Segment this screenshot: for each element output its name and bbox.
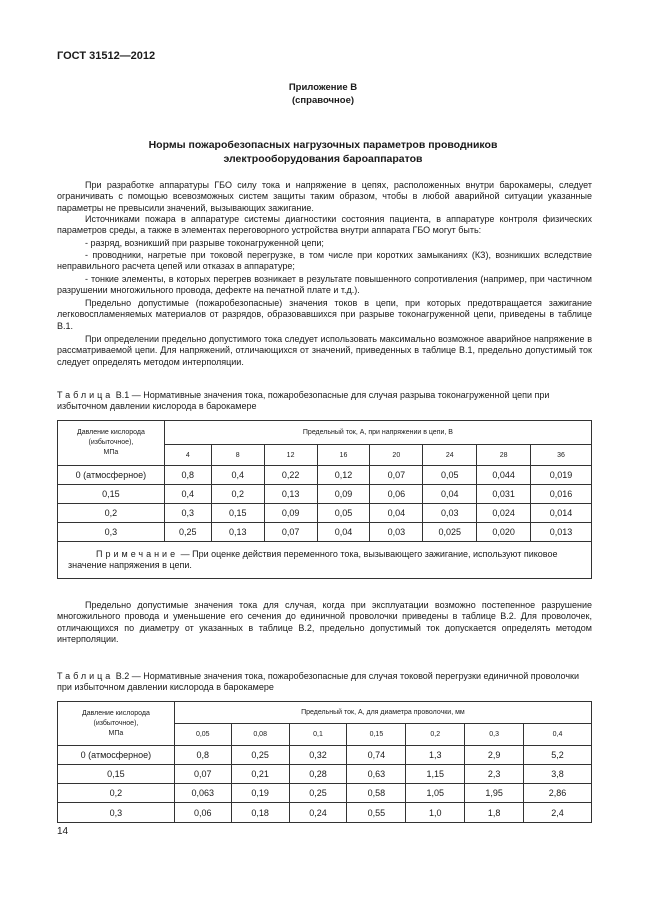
table1-subheader: 4 <box>164 445 211 466</box>
paragraph-1: При разработке аппаратуры ГБО силу тока и напряжение в цепях, расположенных внутри барокамеры, следует ограничивать с помощью всевозможных систем защиты таким образом, чтобы в любой аварийной ситуации указанные параметры не превысили значений, вызывающих зажигание. <box>57 180 592 213</box>
table-row: 0,2 0,3 0,15 0,09 0,05 0,04 0,03 0,024 0,014 <box>58 504 592 523</box>
table-row: 0,15 0,4 0,2 0,13 0,09 0,06 0,04 0,031 0,016 <box>58 485 592 504</box>
table-row: 0,3 0,06 0,18 0,24 0,55 1,0 1,8 2,4 <box>58 803 592 823</box>
page-number: 14 <box>57 826 69 837</box>
paragraph-2: Источниками пожара в аппаратуре системы диагностики состояния пациента, в аппаратуре контроля физических параметров среды, а также в элементах переговорного устройства внутри аппарата ГБО могут быть: <box>57 214 592 236</box>
table-row: 0 (атмосферное) 0,8 0,4 0,22 0,12 0,07 0,05 0,044 0,019 <box>58 466 592 485</box>
table2-subheader: 0,08 <box>231 724 289 746</box>
paragraph-5: Предельно допустимые значения тока для случая, когда при эксплуатации возможно постепенное разрушение многожильного провода и уменьшение его сечения до единичной проволочки приведены в таблице В.2. Для проволочек, отличающихся по диаметру от указанных в таблице В.2, предельно допустимый ток допускается определять методом интерполяции. <box>57 600 592 645</box>
paragraph-3: Предельно допустимые (пожаробезопасные) значения токов в цепи, при которых предотвращается зажигание легковоспламеняемых материалов от разрядов, образовавшихся при разрыве токонагруженной цепи, приведены в таблице В.1. <box>57 298 592 331</box>
table1-group-header: Предельный ток, А, при напряжении в цепи, В <box>164 421 591 445</box>
table1-subheader: 16 <box>317 445 370 466</box>
table2 <box>57 701 592 823</box>
table2-subheader: 0,05 <box>174 724 231 746</box>
table2-caption: Таблица В.2 — Нормативные значения тока, пожаробезопасные для случая токовой перегрузки единичной проволочки при избыточном давлении кислорода в барокамере <box>57 671 579 693</box>
title-line-1: Нормы пожаробезопасных нагрузочных параметров проводников <box>148 139 498 151</box>
standard-header: ГОСТ 31512—2012 <box>57 50 156 62</box>
table1-subheader: 24 <box>423 445 477 466</box>
table2-subheader: 0,1 <box>289 724 347 746</box>
table1-pressure-header: Давление кислорода (избыточное), МПа <box>58 421 165 466</box>
table-row: 0 (атмосферное) 0,8 0,25 0,32 0,74 1,3 2,9 5,2 <box>58 746 592 765</box>
table2-subheader: 0,3 <box>465 724 524 746</box>
table2-group-header: Предельный ток, А, для диаметра проволочки, мм <box>174 702 591 724</box>
table2-subheader: 0,2 <box>406 724 465 746</box>
appendix-note: (справочное) <box>291 95 355 106</box>
table2-pressure-header: Давление кислорода (избыточное), МПа <box>58 702 175 746</box>
appendix-label: Приложение В <box>288 82 358 93</box>
table1-subheader: 8 <box>211 445 264 466</box>
table1 <box>57 420 592 579</box>
appendix-heading <box>0 81 646 107</box>
table2-subheader: 0,15 <box>347 724 406 746</box>
bullet-1: - разряд, возникший при разрыве токонагруженной цепи; <box>85 238 324 248</box>
table1-subheader: 20 <box>370 445 423 466</box>
bullet-2: - проводники, нагретые при токовой перегрузке, в том числе при коротких замыканиях (КЗ), возникших вследствие неправильного расчета цепей или отказах в аппаратуре; <box>57 250 592 272</box>
table2-subheader: 0,4 <box>524 724 592 746</box>
bullet-3: - тонкие элементы, в которых перегрев возникает в результате повышенного сопротивления (например, при частичном разрушении многожильного провода, дефекте на печатной плате и т.д.). <box>57 274 592 296</box>
table1-subheader: 28 <box>477 445 531 466</box>
table1-note: Примечание — При оценке действия переменного тока, вызывающего зажигание, используют пиковое значение напряжения в цепи. <box>58 542 592 579</box>
table1-subheader: 12 <box>264 445 317 466</box>
title-line-2: электрооборудования бароаппаратов <box>223 153 423 165</box>
table1-caption: Таблица В.1 — Нормативные значения тока, пожаробезопасные для случая разрыва токонагруженной цепи при избыточном давлении кислорода в барокамере <box>57 390 550 412</box>
table1-subheader: 36 <box>531 445 592 466</box>
table-row: 0,3 0,25 0,13 0,07 0,04 0,03 0,025 0,020 0,013 <box>58 523 592 542</box>
table-row: 0,15 0,07 0,21 0,28 0,63 1,15 2,3 3,8 <box>58 765 592 784</box>
page-title <box>0 138 646 166</box>
table-row: 0,2 0,063 0,19 0,25 0,58 1,05 1,95 2,86 <box>58 784 592 803</box>
paragraph-4: При определении предельно допустимого тока следует использовать максимально возможное аварийное напряжение в рассматриваемой цепи. Для напряжений, отличающихся от значений, приведенных в таблице В.1, предельно допустимый ток следует определять методом интерполяции. <box>57 334 592 367</box>
